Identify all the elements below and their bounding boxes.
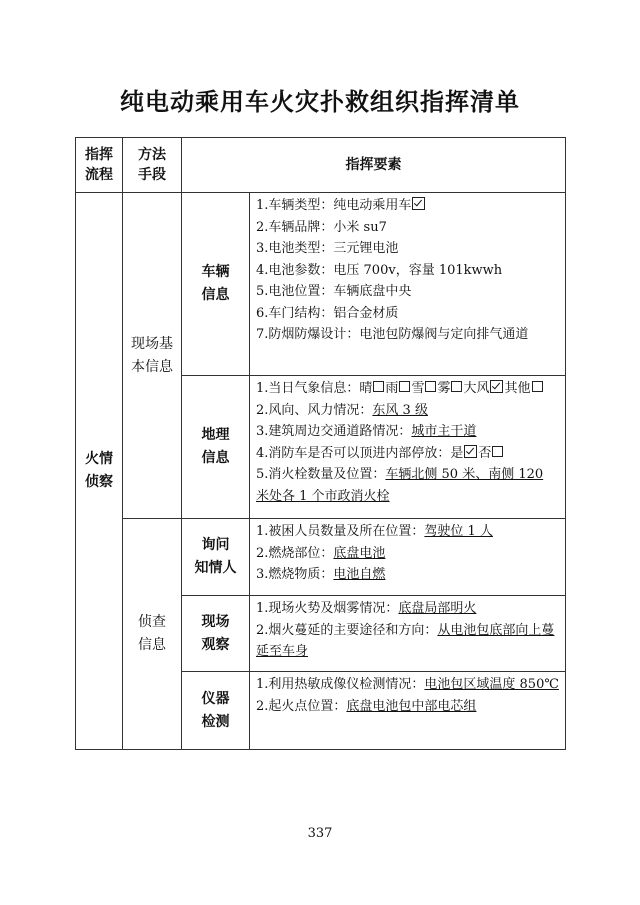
header-flow	[76, 138, 123, 193]
page-number: 337	[307, 826, 333, 841]
ask-item-1	[256, 521, 559, 543]
observe-label-line2: 观察	[201, 636, 230, 653]
weather-prefix: 1.当日气象信息：	[256, 381, 360, 396]
inst2-prefix: 2.起火点位置：	[256, 698, 347, 714]
inst2-value: 底盘电池包中部电芯组	[346, 698, 477, 714]
vehicle-item-2: 2.车辆品牌：小米 su7	[256, 219, 387, 235]
obs1-prefix: 1.现场火势及烟雾情况：	[256, 601, 399, 616]
weather-rain: 雨	[385, 381, 399, 396]
vehicle-item-1	[256, 195, 559, 217]
vehicle-item-6: 6.车门结构：铝合金材质	[256, 305, 399, 321]
sub-instrument-detection	[182, 672, 250, 750]
geo-item-weather	[256, 378, 559, 400]
road-prefix: 3.建筑周边交通道路情况：	[256, 424, 412, 439]
header-method-line2: 手段	[138, 167, 166, 183]
vehicle-type-text: 1.车辆类型：纯电动乘用车	[256, 198, 412, 213]
geo-label-line1: 地理	[201, 427, 230, 443]
inst1-prefix: 1.利用热敏成像仪检测情况：	[256, 677, 425, 692]
row-vehicle-info	[76, 193, 566, 376]
group2-line1: 侦查	[138, 614, 166, 630]
ask1-value: 驾驶位 1 人	[424, 524, 493, 539]
sub-ask-informants	[182, 519, 250, 596]
geo-item-hydrant	[256, 464, 559, 507]
sub-geo-info	[182, 376, 250, 519]
weather-sunny: 晴	[359, 381, 373, 396]
ask-item-2	[256, 543, 559, 565]
weather-fog: 雾	[437, 381, 451, 396]
checked-box-icon	[490, 380, 503, 393]
vehicle-label-line1: 车辆	[201, 264, 230, 280]
group1-line2: 本信息	[131, 358, 173, 375]
unchecked-box-icon	[451, 381, 462, 392]
weather-other: 其他	[504, 381, 531, 396]
hydrant-value: 车辆北侧 50 米、南侧 120 米处各 1 个市政消火栓	[256, 467, 544, 504]
geo-item-wind	[256, 400, 559, 422]
road-value: 城市主干道	[411, 424, 477, 439]
unchecked-box-icon	[492, 446, 503, 457]
observe-label-line1: 现场	[201, 613, 230, 630]
unchecked-box-icon	[399, 381, 410, 392]
vehicle-info-content	[250, 193, 566, 376]
obs2-value: 从电池包底部向上蔓延至车身	[256, 622, 555, 659]
geo-item-road	[256, 421, 559, 443]
vehicle-label-line2: 信息	[201, 287, 230, 303]
instrument-detection-content	[250, 672, 566, 750]
group1-line1: 现场基	[131, 335, 173, 352]
obs2-prefix: 2.烟火蔓延的主要途径和方向：	[256, 622, 438, 638]
vehicle-item-7: 7.防烟防爆设计：电池包防爆阀与定向排气通道	[256, 327, 529, 342]
command-checklist-table	[75, 137, 566, 750]
geo-info-content	[250, 376, 566, 519]
header-method	[123, 138, 182, 193]
ask1-prefix: 1.被困人员数量及所在位置：	[256, 524, 425, 539]
hydrant-prefix: 5.消火栓数量及位置：	[256, 467, 386, 482]
ask2-value: 底盘电池	[333, 545, 386, 561]
checked-box-icon	[412, 197, 425, 210]
section-line1: 火情	[85, 451, 113, 467]
unchecked-box-icon	[532, 381, 543, 392]
vehicle-item-5: 5.电池位置：车辆底盘中央	[256, 284, 412, 299]
sub-vehicle-info	[182, 193, 250, 376]
ask2-prefix: 2.燃烧部位：	[256, 545, 334, 561]
header-row	[76, 138, 566, 193]
header-flow-line1: 指挥	[85, 147, 113, 163]
ask-label-line1: 询问	[201, 537, 230, 553]
section-fire-recon	[76, 193, 123, 750]
ask3-value: 电池自燃	[333, 567, 386, 582]
ask3-prefix: 3.燃烧物质：	[256, 567, 334, 582]
park-prefix: 4.消防车是否可以顶进内部停放：	[256, 445, 451, 461]
group2-line2: 信息	[138, 637, 166, 653]
weather-snow: 雪	[411, 381, 425, 396]
unchecked-box-icon	[425, 381, 436, 392]
geo-item-park	[256, 443, 559, 465]
instrument-label-line2: 检测	[201, 713, 230, 730]
observe-item-2	[256, 620, 559, 663]
observe-item-1	[256, 598, 559, 620]
section-line2: 侦察	[85, 474, 113, 490]
inst1-value: 电池包区域温度 850℃	[424, 677, 559, 692]
sub-site-observation	[182, 596, 250, 672]
ask-informants-content	[250, 519, 566, 596]
geo-label-line2: 信息	[201, 450, 230, 466]
obs1-value: 底盘局部明火	[398, 601, 477, 616]
header-method-line1: 方法	[138, 147, 166, 163]
page-title: 纯电动乘用车火灾扑救组织指挥清单	[120, 88, 520, 116]
unchecked-box-icon	[373, 381, 384, 392]
group-recon-info	[123, 519, 182, 750]
row-ask-informants	[76, 519, 566, 596]
header-elements: 指挥要素	[182, 138, 566, 193]
wind-value: 东风 3 级	[372, 402, 428, 418]
park-yes: 是	[450, 445, 464, 461]
instrument-label-line1: 仪器	[201, 690, 230, 707]
header-flow-line2: 流程	[85, 167, 113, 183]
group-basic-info	[123, 193, 182, 519]
wind-prefix: 2.风向、风力情况：	[256, 402, 373, 418]
site-observation-content	[250, 596, 566, 672]
instrument-item-1	[256, 674, 559, 696]
park-no: 否	[478, 445, 492, 461]
vehicle-item-4: 4.电池参数：电压 700v，容量 101kwwh	[256, 262, 503, 278]
instrument-item-2	[256, 696, 559, 718]
ask-item-3	[256, 564, 559, 586]
ask-label-line2: 知情人	[194, 560, 237, 576]
checked-box-icon	[464, 445, 477, 458]
vehicle-item-3: 3.电池类型：三元锂电池	[256, 241, 399, 256]
weather-wind: 大风	[463, 381, 490, 396]
